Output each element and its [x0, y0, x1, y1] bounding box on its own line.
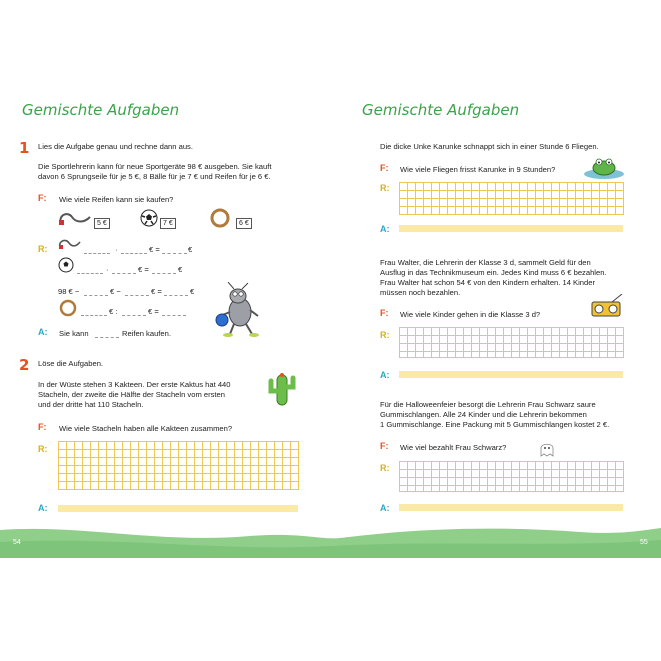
task4-f-label: F:: [380, 308, 389, 318]
task1-question: Wie viele Reifen kann sie kaufen?: [59, 195, 174, 204]
ghost-illustration: [538, 440, 558, 458]
task4-text-line4: müssen noch bezahlen.: [380, 288, 461, 297]
task4-text-line1: Frau Walter, die Lehrerin der Klasse 3 d, sammelt Geld für den: [380, 258, 591, 267]
hoop-ring-small-icon: [59, 299, 77, 317]
task5-r-label: R:: [380, 463, 390, 473]
task3-a-label: A:: [380, 224, 390, 234]
calc4-result[interactable]: [162, 315, 186, 316]
calc4-blank2[interactable]: [122, 315, 146, 316]
task3-r-label: R:: [380, 183, 390, 193]
task-number-2: 2: [19, 356, 30, 374]
task3-question: Wie viele Fliegen frisst Karunke in 9 Stunden?: [400, 165, 556, 174]
task3-calc-grid[interactable]: [399, 182, 624, 215]
task3-text: Die dicke Unke Karunke schnappt sich in einer Stunde 6 Fliegen.: [380, 142, 599, 151]
task1-r-label: R:: [38, 244, 48, 254]
calc4-colon: € :: [109, 307, 118, 316]
calc3-result[interactable]: [164, 295, 188, 296]
task3-answer-bar[interactable]: [399, 225, 623, 232]
task5-f-label: F:: [380, 441, 389, 451]
calc3-blank2[interactable]: [125, 295, 149, 296]
price-rope: 5 €: [94, 218, 110, 229]
soccer-ball-icon: [140, 209, 158, 227]
calc4-blank1[interactable]: [81, 315, 107, 316]
footer-wave: [0, 522, 661, 558]
task5-text-line3: 1 Gummischlange. Eine Packung mit 5 Gummischlangen kostet 2 €.: [380, 420, 610, 429]
task1-f-label: F:: [38, 193, 47, 203]
calc2-blank1[interactable]: [77, 273, 103, 274]
task2-f-label: F:: [38, 422, 47, 432]
calc1-unit: €: [188, 245, 193, 254]
task5-text-line1: Für die Halloweenfeier besorgt die Lehrerin Frau Schwarz saure: [380, 400, 596, 409]
task4-calc-grid[interactable]: [399, 327, 624, 358]
task4-text-line3: Frau Walter hat schon 54 € von den Kindern erhalten. 14 Kinder: [380, 278, 596, 287]
task3-f-label: F:: [380, 163, 389, 173]
calc3-unit: €: [190, 287, 195, 296]
task2-text-line1: In der Wüste stehen 3 Kakteen. Der erste Kaktus hat 440: [38, 380, 231, 389]
cricket-mascot-illustration: [212, 282, 264, 338]
task2-text-line2: Stacheln, der zweite die Hälfte der Stacheln vom ersten: [38, 390, 225, 399]
soccer-ball-small-icon: [58, 257, 74, 273]
task4-r-label: R:: [380, 330, 390, 340]
calc3-mid2: € =: [151, 287, 162, 296]
jump-rope-small-icon: [58, 237, 82, 251]
calc4-eq: € =: [148, 307, 159, 316]
price-ring: 6 €: [236, 218, 252, 229]
hoop-ring-icon: [210, 208, 230, 228]
task5-answer-bar[interactable]: [399, 504, 623, 511]
task2-calc-grid[interactable]: [58, 441, 299, 490]
calc1-blank2[interactable]: [121, 253, 147, 254]
task2-r-label: R:: [38, 444, 48, 454]
toad-illustration: [582, 154, 626, 180]
task5-question: Wie viel bezahlt Frau Schwarz?: [400, 443, 507, 452]
task1-text-line1: Die Sportlehrerin kann für neue Sportgeräte 98 € ausgeben. Sie kauft: [38, 162, 272, 171]
calc1-eq: € =: [149, 245, 160, 254]
calc2-eq: € =: [138, 265, 149, 274]
task1-answer-blank[interactable]: [95, 337, 119, 338]
calc2-dot: ·: [106, 265, 109, 274]
task1-instruction: Lies die Aufgabe genau und rechne dann aus.: [38, 142, 193, 151]
task1-answer-pre: Sie kann: [59, 329, 89, 338]
calc1-blank1[interactable]: [84, 253, 110, 254]
task-number-1: 1: [19, 139, 30, 157]
cactus-illustration: [266, 371, 298, 407]
calc3-blank1[interactable]: [84, 295, 108, 296]
task4-answer-bar[interactable]: [399, 371, 623, 378]
jump-rope-icon: [58, 209, 94, 227]
task4-question: Wie viele Kinder gehen in die Klasse 3 d?: [400, 310, 541, 319]
task1-text-line2: davon 6 Sprungseile für je 5 €, 8 Bälle für je 7 € und Reifen für je 6 €.: [38, 172, 271, 181]
task4-a-label: A:: [380, 370, 390, 380]
task2-instruction: Löse die Aufgaben.: [38, 359, 104, 368]
task2-answer-bar[interactable]: [58, 505, 298, 512]
calc3-start: 98 € −: [58, 287, 80, 296]
radio-illustration: [590, 294, 624, 318]
task1-answer-post: Reifen kaufen.: [122, 329, 171, 338]
calc1-result[interactable]: [162, 253, 187, 254]
calc1-dot: ·: [115, 245, 118, 254]
task2-a-label: A:: [38, 503, 48, 513]
calc3-mid1: € −: [110, 287, 121, 296]
task4-text-line2: Ausflug in das Technikmuseum ein. Jedes Kind muss 6 € bezahlen.: [380, 268, 607, 277]
page-number-left: 54: [13, 539, 21, 546]
task1-a-label: A:: [38, 327, 48, 337]
calc2-unit: €: [178, 265, 183, 274]
task5-calc-grid[interactable]: [399, 461, 624, 492]
task2-question: Wie viele Stacheln haben alle Kakteen zusammen?: [59, 424, 233, 433]
task5-a-label: A:: [380, 503, 390, 513]
price-ball: 7 €: [160, 218, 176, 229]
task2-text-line3: und der dritte hat 110 Stacheln.: [38, 400, 144, 409]
left-page-title: Gemischte Aufgaben: [22, 101, 180, 119]
calc2-blank2[interactable]: [112, 273, 136, 274]
page-number-right: 55: [640, 539, 648, 546]
right-page-title: Gemischte Aufgaben: [362, 101, 520, 119]
task5-text-line2: Gummischlangen. Alle 24 Kinder und die Lehrerin bekommen: [380, 410, 587, 419]
calc2-result[interactable]: [152, 273, 176, 274]
